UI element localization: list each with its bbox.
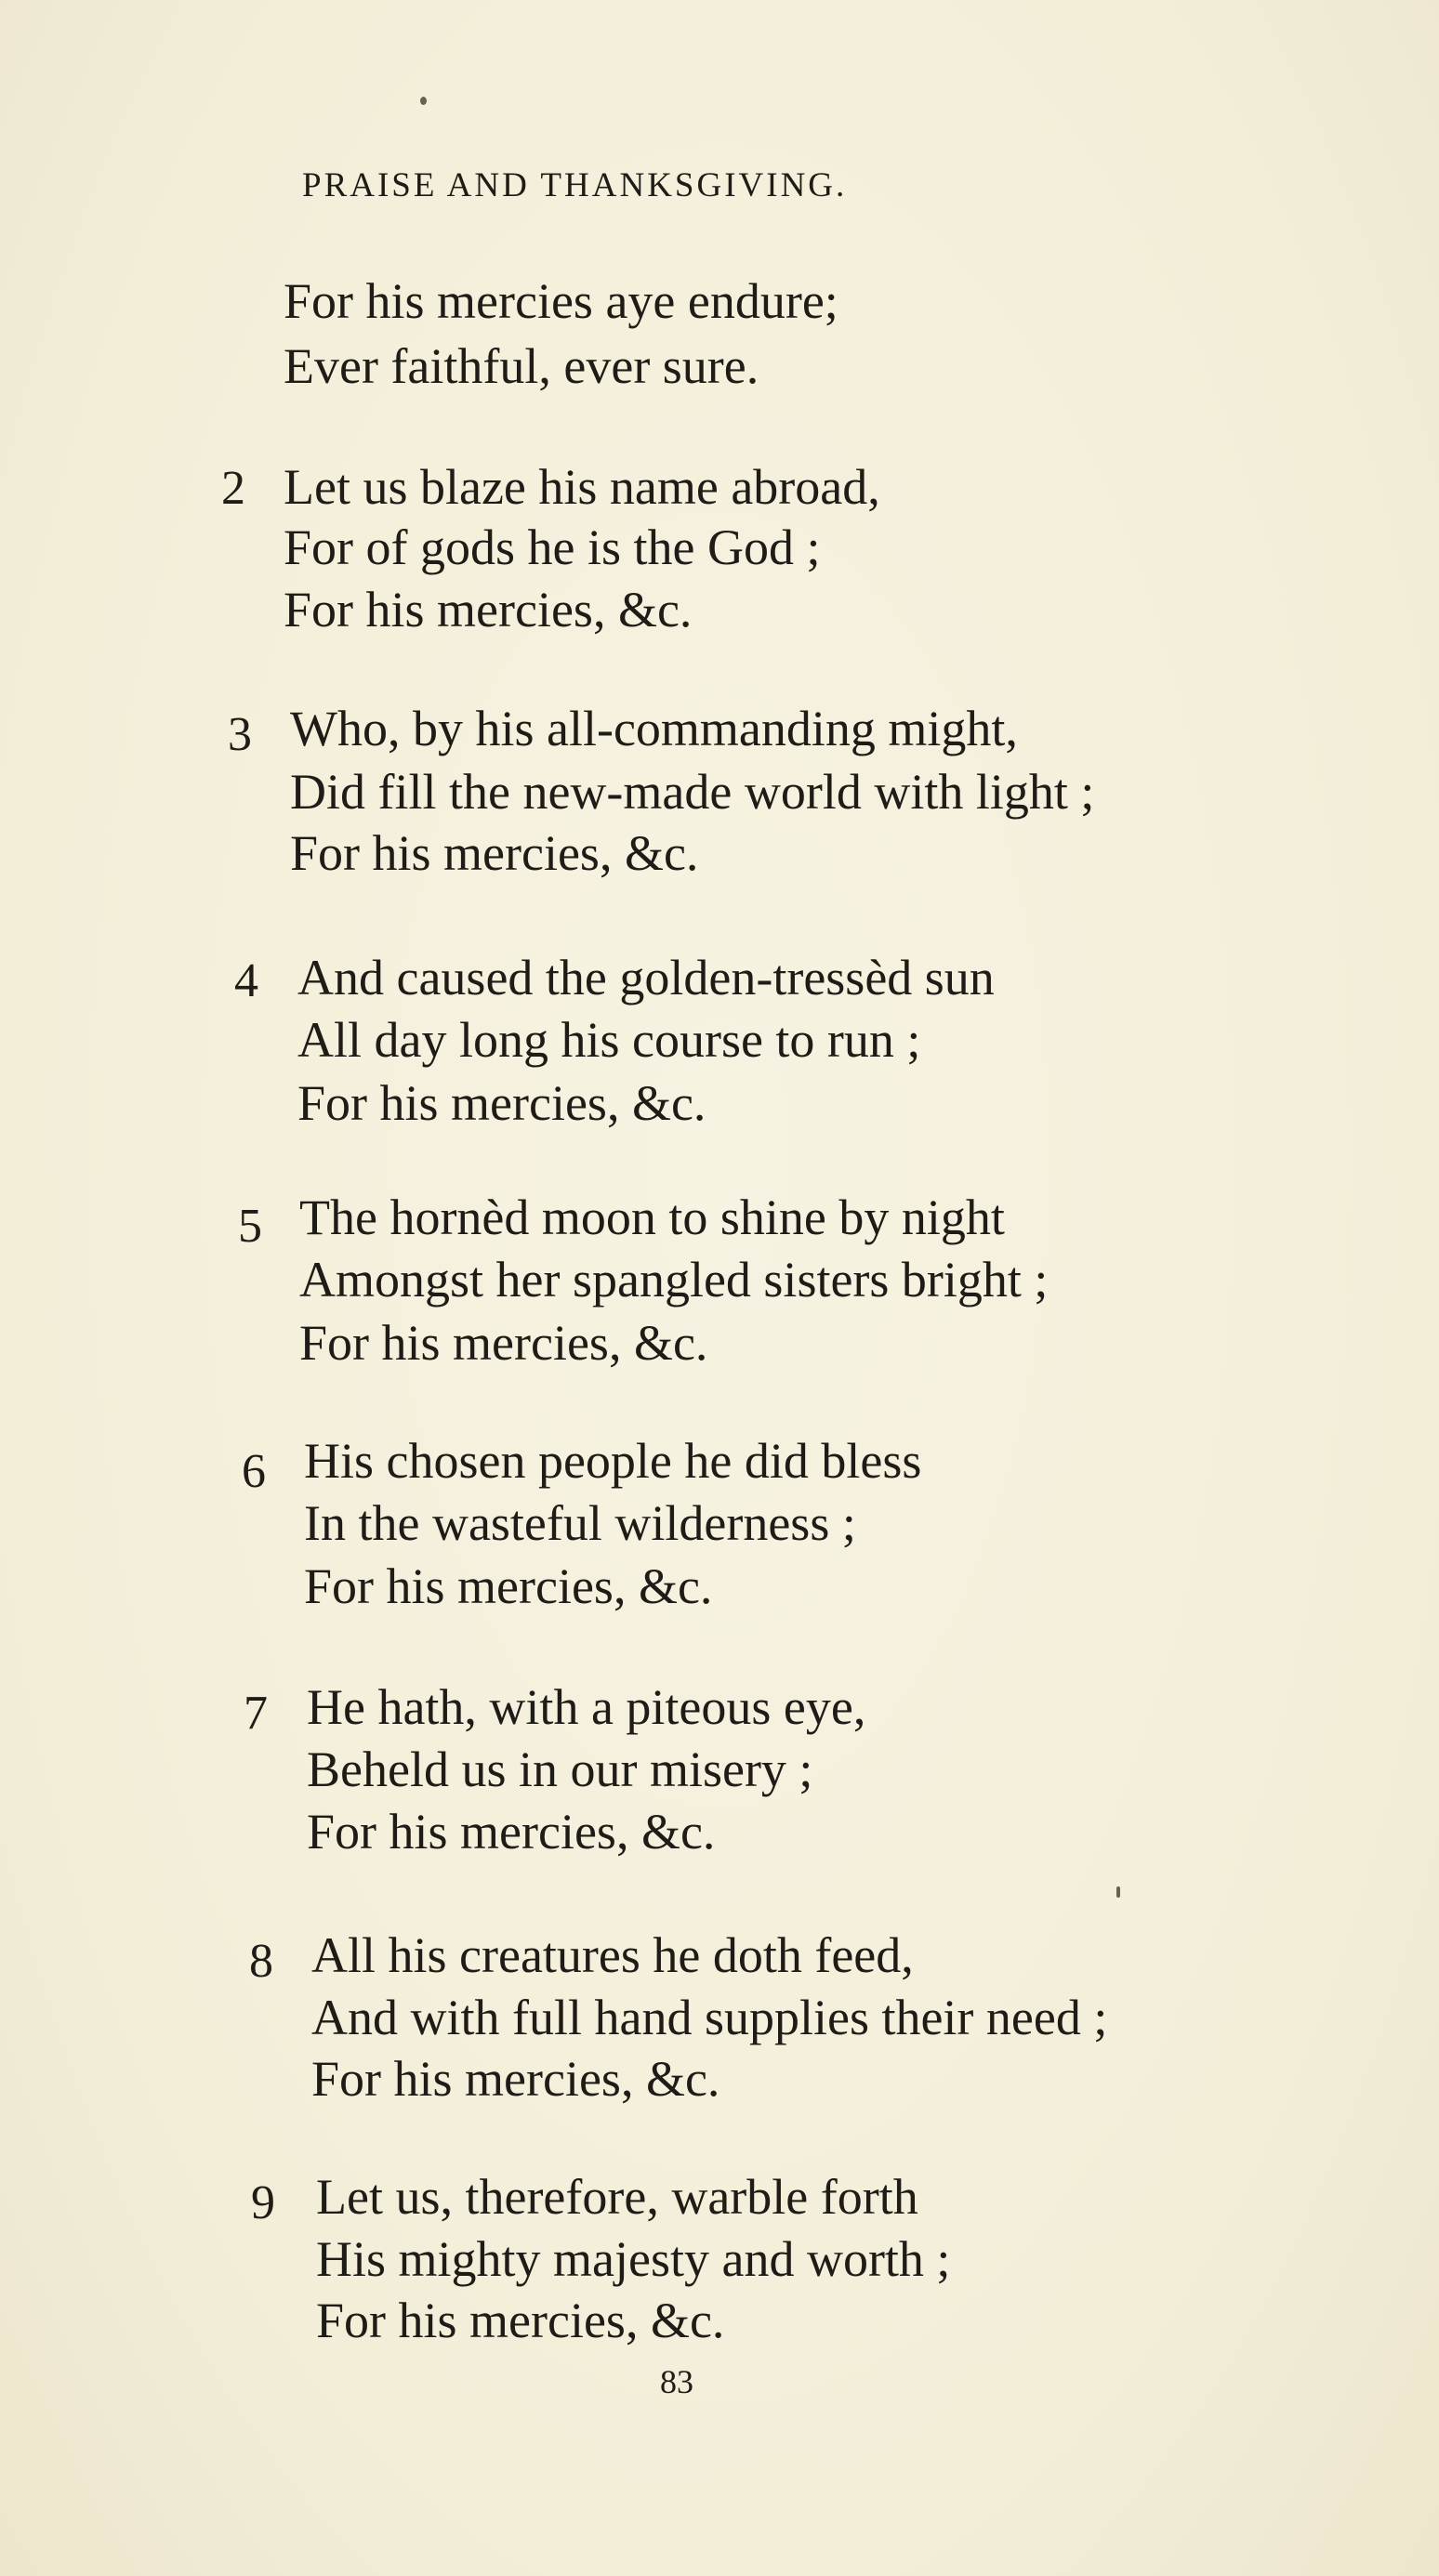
verse-line: Amongst her spangled sisters bright ; [299,1252,1049,1308]
verse-line: For his mercies aye endure; [284,273,838,329]
verse-line: His chosen people he did bless [304,1433,922,1489]
stanza-number: 7 [244,1687,268,1740]
verse-line: For of gods he is the God ; [284,519,821,575]
stanza-number: 5 [238,1200,262,1253]
stanza-number: 9 [251,2176,275,2229]
stanza-number: 3 [228,708,252,761]
verse-line: Who, by his all-commanding might, [290,701,1018,756]
ink-speck [1116,1886,1120,1898]
verse-line: For his mercies, &c. [290,825,699,881]
verse-line: All day long his course to run ; [297,1012,921,1068]
verse-line: And with full hand supplies their need ; [311,1990,1108,2045]
stanza-number: 2 [221,462,245,515]
verse-line: He hath, with a piteous eye, [307,1679,866,1735]
verse-line: For his mercies, &c. [311,2051,720,2107]
stanza-number: 4 [234,954,258,1007]
verse-line: Let us, therefore, warble forth [316,2169,918,2225]
verse-line: Did fill the new-made world with light ; [290,764,1095,820]
verse-line: Ever faithful, ever sure. [284,338,759,394]
verse-line: The hornèd moon to shine by night [299,1189,1005,1245]
verse-line: Beheld us in our misery ; [307,1741,813,1797]
verse-line: For his mercies, &c. [297,1075,706,1131]
verse-line: For his mercies, &c. [304,1558,713,1614]
verse-line: For his mercies, &c. [316,2293,725,2348]
page-number: 83 [660,2363,693,2400]
stanza-number: 8 [249,1935,273,1988]
verse-line: For his mercies, &c. [299,1315,708,1371]
stanza-number: 6 [242,1445,266,1498]
verse-line: For his mercies, &c. [284,582,693,637]
running-header: PRAISE AND THANKSGIVING. [302,166,848,204]
verse-line: For his mercies, &c. [307,1804,716,1860]
verse-line: All his creatures he doth feed, [311,1927,914,1983]
verse-line: Let us blaze his name abroad, [284,459,880,515]
verse-line: And caused the golden-tressèd sun [297,950,995,1005]
verse-line: In the wasteful wilderness ; [304,1495,856,1551]
ink-speck [420,97,427,105]
verse-line: His mighty majesty and worth ; [316,2231,951,2287]
